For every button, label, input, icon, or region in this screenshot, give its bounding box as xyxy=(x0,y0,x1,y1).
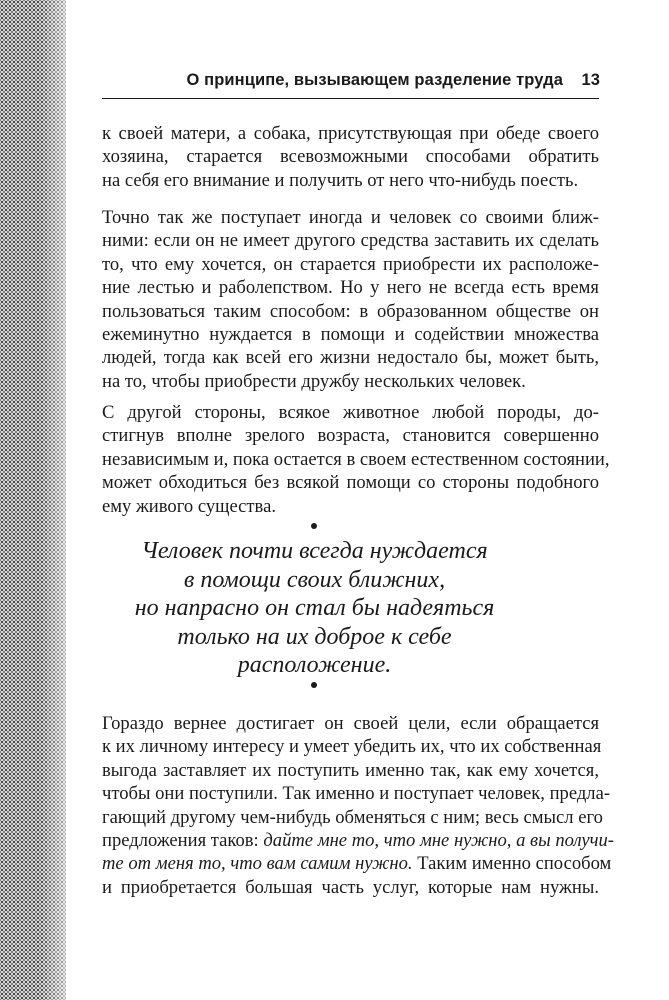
running-header xyxy=(102,68,599,99)
text-line: С другой стороны, всякое животное любой породы, до- xyxy=(102,402,599,423)
text-line: и приобретается большая часть услуг, которые нам нужны. xyxy=(102,876,599,898)
italic-run: те от меня то, что вам самим нужно. xyxy=(102,853,413,875)
text-line: то, что ему хочется, он старается приобрести их расположе- xyxy=(102,253,599,275)
paragraph-1 xyxy=(102,122,599,192)
text-line: Гораздо вернее достигает он своей цели, если обращается xyxy=(102,713,599,734)
text-line-mixed xyxy=(102,829,614,852)
text-line-mixed xyxy=(102,852,612,875)
text-line: на то, чтобы приобрести дружбу нескольких человек. xyxy=(102,370,526,392)
paragraph-3 xyxy=(102,401,610,518)
text-line: к их личному интересу и умеет убедить их, что их собственная xyxy=(102,736,602,758)
text-run: предложения таков: xyxy=(102,830,264,852)
text-line: Точно так же поступает иногда и человек со своими ближ- xyxy=(102,207,599,228)
paragraph-2 xyxy=(102,206,599,393)
text-line: выгода заставляет их поступить именно так, как ему хочется, xyxy=(102,759,599,781)
text-line: ежеминутно нуждается в помощи и содействии множества xyxy=(102,324,599,346)
pull-quote-line: только на их доброе к себе xyxy=(177,623,452,650)
pull-quote xyxy=(102,537,527,680)
page-number: 13 xyxy=(581,71,600,89)
pull-quote-line: но напрасно он стал бы надеяться xyxy=(134,595,495,622)
text-line: пользоваться таким способом: в образованном обществе он xyxy=(102,300,599,322)
text-line: ние лестью и раболепством. Но у него не всегда есть время xyxy=(102,277,599,299)
text-line: к своей матери, а собака, присутствующая при обеде своего xyxy=(102,123,599,144)
text-line: может обходиться без всякой помощи со стороны подобного xyxy=(102,472,599,494)
pull-quote-line: в помощи своих ближних, xyxy=(183,566,446,593)
pull-quote-line: Человек почти всегда нуждается xyxy=(141,538,488,564)
text-line: ними: если он не имеет другого средства заставить их сделать xyxy=(102,230,599,252)
bullet-separator-top xyxy=(311,523,317,529)
text-line: гающий другому чем-нибудь обменяться с ним; весь смысл его xyxy=(102,806,603,828)
paragraph-4 xyxy=(102,712,614,899)
text-line: людей, тогда как всей его жизни недостало бы, может быть, xyxy=(102,347,599,369)
pull-quote-line: расположение. xyxy=(237,652,392,679)
text-line: на себя его внимание и получить от него что-нибудь поесть. xyxy=(102,169,579,191)
chapter-title: О принципе, вызывающем разделение труда xyxy=(186,71,563,89)
bullet-separator-bottom xyxy=(311,682,317,688)
text-line: стигнув вполне зрелого возраста, становится совершенно xyxy=(102,425,599,447)
text-line: ему живого существа. xyxy=(102,495,276,517)
text-line: чтобы они поступили. Так именно и поступает человек, предла- xyxy=(102,783,611,805)
page-edge-halftone xyxy=(0,0,66,1000)
italic-run: дайте мне то, что мне нужно, а вы получи- xyxy=(263,830,614,852)
text-line: хозяина, старается всевозможными способами обратить xyxy=(102,146,599,168)
text-run: Таким именно способом xyxy=(412,853,612,875)
text-line: независимым и, пока остается в своем естественном состоянии, xyxy=(102,448,610,470)
